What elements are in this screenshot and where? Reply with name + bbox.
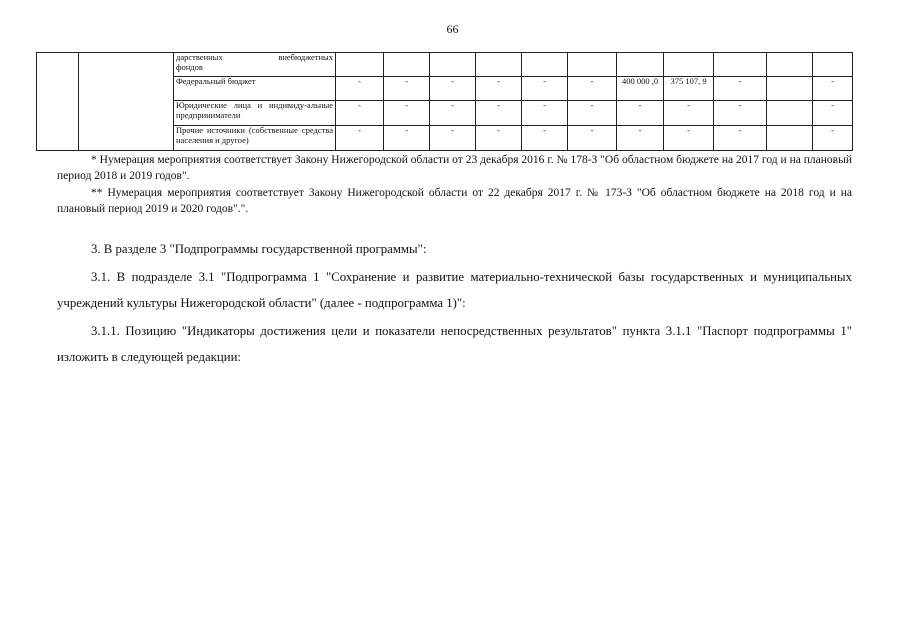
table-cell bbox=[767, 53, 813, 77]
source-label-cell: дарственных внебюджетных фондов bbox=[174, 53, 336, 77]
table-cell bbox=[813, 53, 853, 77]
table-cell: - bbox=[617, 126, 664, 151]
table-cell: - bbox=[568, 77, 617, 101]
table-cell bbox=[714, 53, 767, 77]
table-cell: - bbox=[336, 101, 384, 126]
table-cell: - bbox=[813, 77, 853, 101]
paragraph-section-3: 3. В разделе 3 "Подпрограммы государственной программы": bbox=[91, 242, 427, 256]
table-cell: - bbox=[336, 126, 384, 151]
table-cell: - bbox=[813, 126, 853, 151]
table-cell: - bbox=[813, 101, 853, 126]
table-cell: - bbox=[714, 126, 767, 151]
table-cell bbox=[568, 53, 617, 77]
number-column-cell bbox=[37, 53, 79, 151]
table-cell bbox=[767, 126, 813, 151]
table-cell: - bbox=[522, 101, 568, 126]
table-cell bbox=[336, 53, 384, 77]
table-cell bbox=[384, 53, 430, 77]
paragraph-subsection-3-1: 3.1. В подразделе 3.1 "Подпрограмма 1 "Сохранение и развитие материально-технической базы государственных и муниципальных учреждений культуры Нижегородской области" (далее - подпрограмма 1)": bbox=[57, 270, 852, 310]
table-cell bbox=[664, 53, 714, 77]
table-cell bbox=[617, 53, 664, 77]
table-row bbox=[37, 53, 853, 77]
table-cell bbox=[767, 77, 813, 101]
page-number: 66 bbox=[446, 22, 459, 36]
table-cell: - bbox=[430, 126, 476, 151]
table-cell: - bbox=[664, 101, 714, 126]
table-cell: - bbox=[430, 77, 476, 101]
budget-table bbox=[36, 52, 853, 151]
table-cell bbox=[476, 53, 522, 77]
source-label-cell: Юридические лица и индивиду-альные предприниматели bbox=[174, 101, 336, 126]
table-cell: - bbox=[384, 101, 430, 126]
table-cell: - bbox=[714, 101, 767, 126]
paragraph-item-3-1-1: 3.1.1. Позицию "Индикаторы достижения цели и показатели непосредственных результатов" пункта 3.1.1 "Паспорт подпрограммы 1" изложить в следующей редакции: bbox=[57, 324, 852, 364]
body-text bbox=[57, 236, 852, 370]
source-label-cell: Прочие источники (собственные средства населения и другое) bbox=[174, 126, 336, 151]
table-cell: - bbox=[522, 77, 568, 101]
event-column-cell bbox=[79, 53, 174, 151]
table-cell: 400 000 ,0 bbox=[617, 77, 664, 101]
table-cell: - bbox=[476, 77, 522, 101]
table-cell: - bbox=[664, 126, 714, 151]
table-cell: - bbox=[476, 126, 522, 151]
table-cell bbox=[430, 53, 476, 77]
table-cell: - bbox=[476, 101, 522, 126]
footnote-1: * Нумерация мероприятия соответствует Закону Нижегородской области от 23 декабря 2016 г. № 178-З "Об областном бюджете на 2017 год и на плановый период 2018 и 2019 годов". bbox=[57, 154, 852, 182]
table-cell: - bbox=[430, 101, 476, 126]
table-cell: - bbox=[336, 77, 384, 101]
table-cell: - bbox=[384, 126, 430, 151]
table-cell: - bbox=[617, 101, 664, 126]
footnote-2: ** Нумерация мероприятия соответствует Закону Нижегородской области от 22 декабря 2017 г. № 173-З "Об областном бюджете на 2018 год и на плановый период 2019 и 2020 годов".". bbox=[57, 187, 852, 215]
source-label-cell: Федеральный бюджет bbox=[174, 77, 336, 101]
table-cell: - bbox=[522, 126, 568, 151]
table-cell: 375 107, 9 bbox=[664, 77, 714, 101]
table-cell bbox=[522, 53, 568, 77]
table-cell: - bbox=[568, 126, 617, 151]
table-cell: - bbox=[568, 101, 617, 126]
table-cell: - bbox=[384, 77, 430, 101]
table-cell bbox=[767, 101, 813, 126]
footnotes bbox=[57, 153, 852, 217]
table-cell: - bbox=[714, 77, 767, 101]
